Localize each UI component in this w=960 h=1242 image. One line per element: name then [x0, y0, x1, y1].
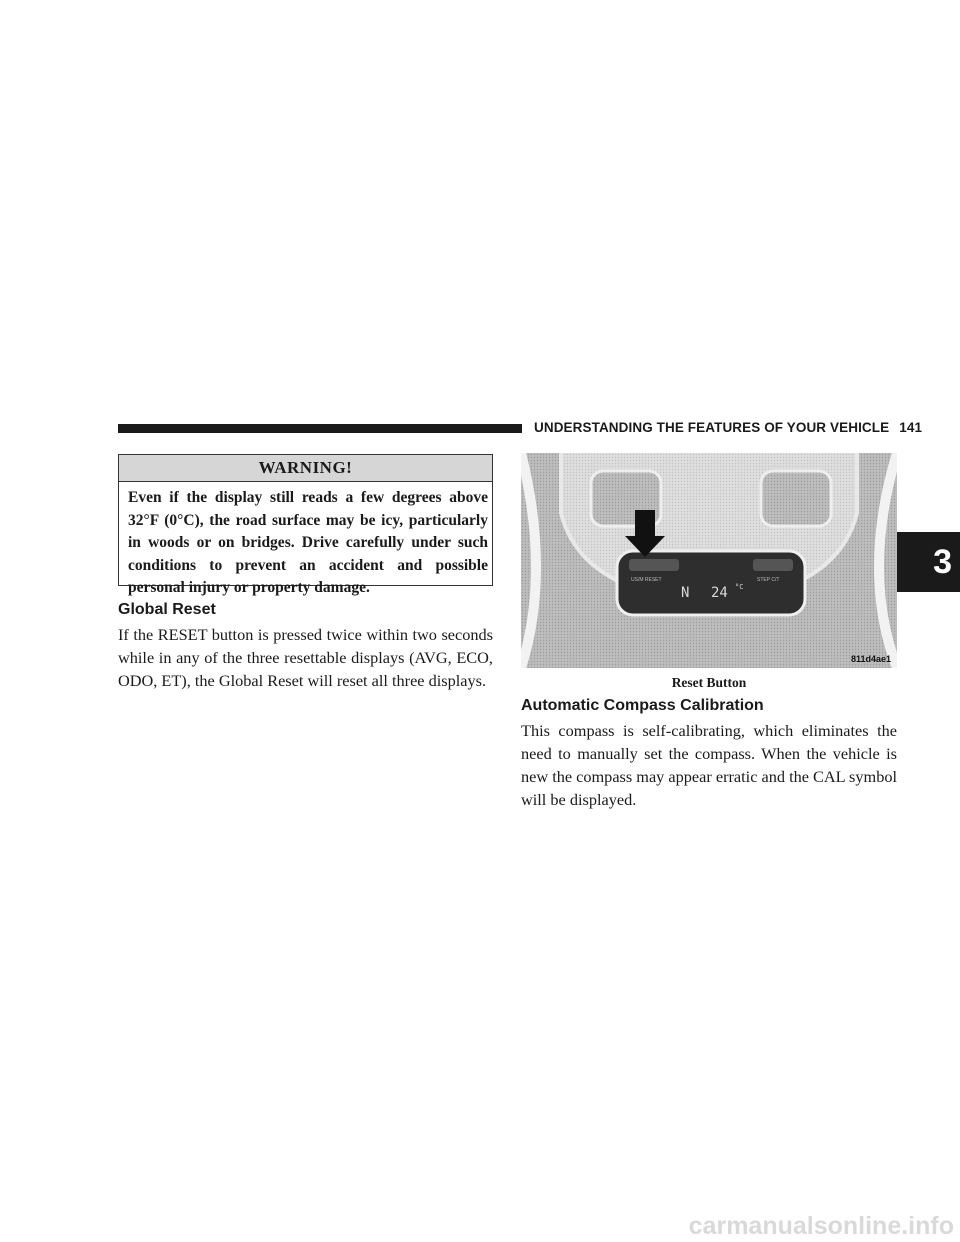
chapter-tab [897, 532, 960, 592]
header-rule [118, 424, 522, 433]
watermark: carmanualsonline.info [688, 1212, 954, 1240]
display-unit: °C [735, 583, 744, 591]
global-reset-text: If the RESET button is pressed twice within two seconds while in any of the three resettable displays (AVG, ECO, ODO, ET), the Global Reset will reset all three displays. [118, 625, 493, 690]
right-button-label: STEP C/T [757, 577, 780, 583]
figure-caption: Reset Button [671, 675, 747, 690]
running-header [534, 420, 922, 435]
page-number: 141 [899, 420, 923, 435]
compass-text: This compass is self-calibrating, which eliminates the need to manually set the compass. When the vehicle is new the compass may appear erratic and the CAL symbol will be displayed. [521, 721, 898, 809]
display-temp: 24 [711, 585, 728, 601]
compass-heading: Automatic Compass Calibration [521, 697, 764, 714]
global-reset-heading: Global Reset [118, 601, 216, 618]
display-heading: N [681, 585, 690, 601]
section-title: UNDERSTANDING THE FEATURES OF YOUR VEHICLE [534, 420, 890, 435]
warning-title: WARNING! [119, 455, 492, 482]
reset-button-figure [521, 453, 897, 668]
image-code: 811d4ae1 [851, 654, 892, 664]
warning-text: Even if the display still reads a few degrees above 32°F (0°C), the road surface may be icy, particularly in woods or on bridges. Drive carefully under such conditions to prevent an accident and possible personal injury or property damage. [128, 489, 488, 596]
left-button-label: US/M RESET [631, 577, 662, 583]
chapter-number: 3 [933, 543, 952, 581]
